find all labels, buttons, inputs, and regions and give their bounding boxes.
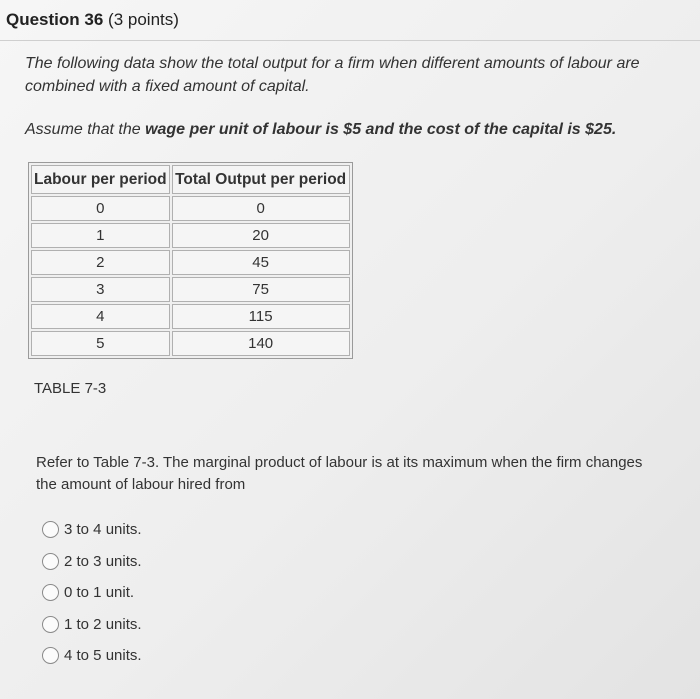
radio-button[interactable]: [42, 521, 59, 538]
option-label[interactable]: 0 to 1 unit.: [64, 584, 135, 602]
cell-labour: 0: [31, 196, 170, 221]
question-prompt: Refer to Table 7-3. The marginal product of labour is at its maximum when the firm changes the amount of labour hired from: [36, 454, 643, 493]
assumption-bold: wage per unit of labour is $5 and the cost of the capital is $25.: [145, 121, 617, 138]
radio-button[interactable]: [42, 647, 59, 664]
table-row: [31, 331, 350, 356]
table-row: [31, 304, 350, 329]
question-points: (3 points): [108, 10, 179, 29]
header-output: Total Output per period: [172, 165, 350, 194]
table-row: [31, 250, 350, 275]
cell-labour: 5: [31, 331, 170, 356]
table-row: [31, 196, 350, 221]
question-header: [0, 0, 700, 41]
option-label[interactable]: 2 to 3 units.: [64, 552, 142, 570]
cell-output: 75: [172, 277, 350, 302]
cell-output: 45: [172, 250, 350, 275]
question-intro: The following data show the total output for a firm when different amounts of labour are combined with a fixed amount of capital.: [25, 55, 640, 95]
answer-option[interactable]: [42, 577, 142, 609]
option-label[interactable]: 3 to 4 units.: [64, 521, 142, 539]
question-assumption: [25, 121, 675, 139]
cell-output: 0: [172, 196, 350, 221]
table-caption: TABLE 7-3: [34, 380, 107, 397]
cell-output: 115: [172, 304, 350, 329]
radio-button[interactable]: [42, 616, 59, 633]
question-title: [6, 10, 179, 30]
radio-button[interactable]: [42, 553, 59, 570]
question-number: Question 36: [6, 10, 104, 29]
cell-labour: 1: [31, 223, 170, 248]
cell-output: 140: [172, 331, 350, 356]
cell-labour: 2: [31, 250, 170, 275]
answer-options: [42, 514, 142, 672]
answer-option[interactable]: [42, 640, 142, 672]
table-row: [31, 277, 350, 302]
option-label[interactable]: 4 to 5 units.: [64, 647, 142, 665]
option-label[interactable]: 1 to 2 units.: [64, 615, 142, 633]
radio-button[interactable]: [42, 584, 59, 601]
cell-labour: 4: [31, 304, 170, 329]
assumption-prefix: Assume that the: [25, 121, 146, 138]
answer-option[interactable]: [42, 546, 142, 578]
data-table: [28, 162, 353, 359]
cell-labour: 3: [31, 277, 170, 302]
cell-output: 20: [172, 223, 350, 248]
header-labour: Labour per period: [31, 165, 170, 194]
table-header-row: [31, 165, 350, 194]
answer-option[interactable]: [42, 609, 142, 641]
table-row: [31, 223, 350, 248]
answer-option[interactable]: [42, 514, 142, 546]
